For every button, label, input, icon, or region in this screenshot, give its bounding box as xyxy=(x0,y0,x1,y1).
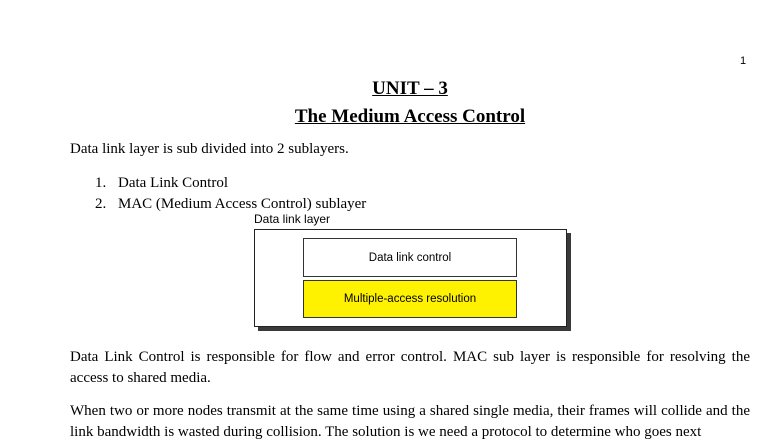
list-item xyxy=(95,196,366,213)
multiple-access-resolution-box: Multiple-access resolution xyxy=(303,280,517,318)
paragraph: Data Link Control is responsible for flow and error control. MAC sub layer is responsible for resolving the access to shared media. xyxy=(70,349,750,386)
diagram-label: Data link layer xyxy=(254,212,331,226)
paragraph: When two or more nodes transmit at the same time using a shared single media, their frames will collide and the link bandwidth is wasted during collision. The solution is we need a protocol to determine who goes next xyxy=(70,403,750,440)
page-title: The Medium Access Control xyxy=(294,106,526,127)
list-item-text: Data Link Control xyxy=(118,175,228,191)
list-item xyxy=(95,175,228,192)
list-item-text: MAC (Medium Access Control) sublayer xyxy=(118,196,367,212)
intro-text: Data link layer is sub divided into 2 sublayers. xyxy=(70,141,349,157)
list-item-number: 2. xyxy=(95,196,107,212)
page-number: 1 xyxy=(740,55,747,67)
unit-title: UNIT – 3 xyxy=(372,78,448,99)
list-item-number: 1. xyxy=(95,175,107,191)
data-link-layer-diagram xyxy=(254,229,567,327)
data-link-control-box: Data link control xyxy=(303,238,517,277)
